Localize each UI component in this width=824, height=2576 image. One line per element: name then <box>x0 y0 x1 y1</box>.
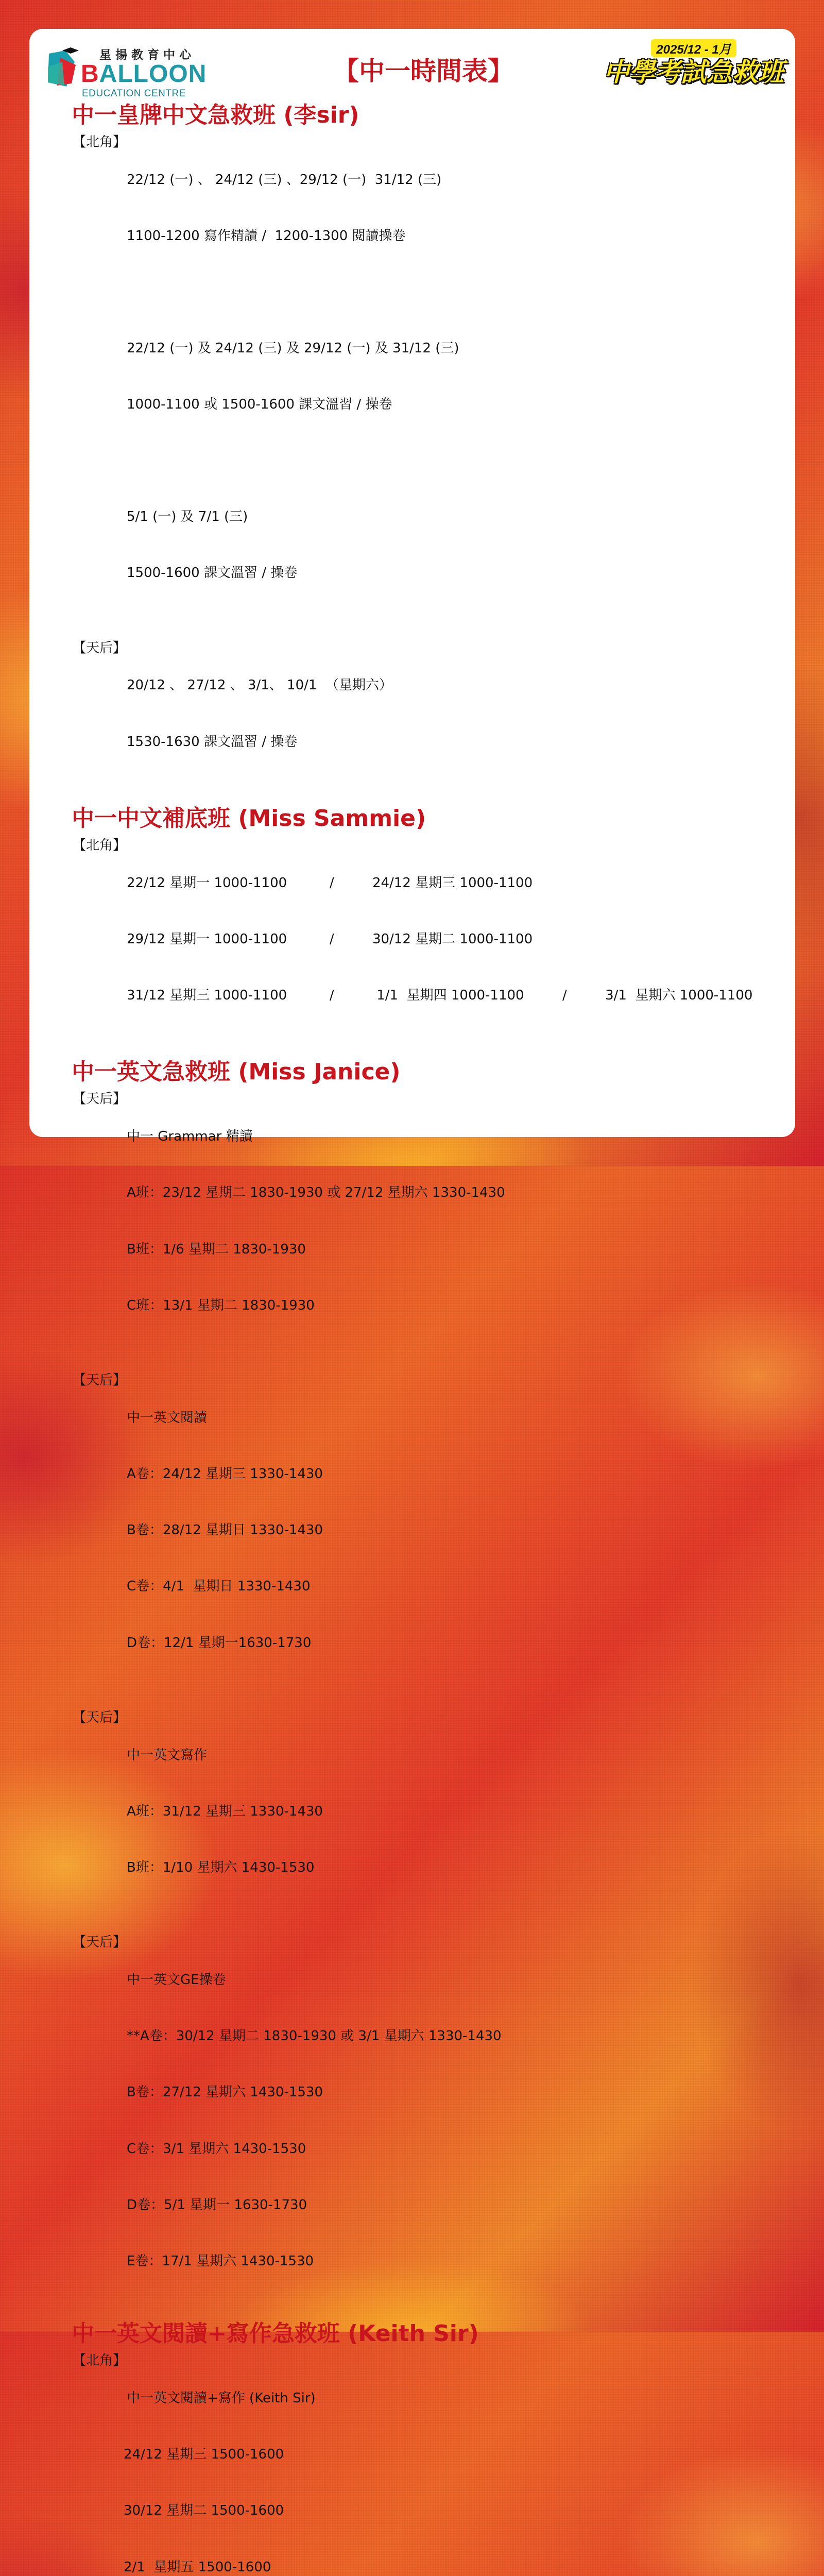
schedule-block <box>72 1708 782 1914</box>
schedule-content <box>72 100 782 2576</box>
schedule-line: 中一英文寫作 <box>127 1747 208 1763</box>
schedule-line: 29/12 星期一 1000-1100 / 30/12 星期二 1000-1100 <box>127 931 533 947</box>
schedule-block <box>72 836 782 1042</box>
schedule-line: 中一英文GE操卷 <box>127 1972 226 1988</box>
schedule-line: 30/12 星期二 1500-1600 <box>124 2503 284 2519</box>
page-title: 【中一時間表】 <box>333 56 513 86</box>
schedule-line: 中一英文閱讀+寫作 (Keith Sir) <box>127 2391 316 2406</box>
schedule-block <box>72 301 782 451</box>
promo-title: 中學考試急救班 <box>604 57 784 87</box>
section-chinese-foundation <box>72 803 782 1042</box>
schedule-line: 22/12 星期一 1000-1100 / 24/12 星期三 1000-1100 <box>127 875 533 891</box>
schedule-line: D卷：5/1 星期一 1630-1730 <box>127 2197 307 2213</box>
schedule-line: 中一英文閱讀 <box>127 1410 208 1426</box>
schedule-block <box>72 470 782 620</box>
schedule-block <box>72 639 782 789</box>
location-label: 【天后】 <box>73 1372 127 1388</box>
schedule-line: 20/12 、 27/12 、 3/1、 10/1 （星期六） <box>127 677 392 693</box>
schedule-block <box>72 133 782 283</box>
balloon-logo <box>45 40 207 99</box>
schedule-line: 中一 Grammar 精讀 <box>127 1129 253 1145</box>
logo-english-name: BALLOON <box>81 60 207 88</box>
schedule-line: B班：1/10 星期六 1430-1530 <box>127 1859 315 1875</box>
location-label: 【北角】 <box>73 134 127 150</box>
schedule-line: B卷：27/12 星期六 1430-1530 <box>127 2084 323 2100</box>
schedule-line: 1500-1600 課文溫習 / 操卷 <box>127 565 298 581</box>
schedule-line: 2/1 星期五 1500-1600 <box>124 2559 271 2575</box>
schedule-line: 5/1 (一) 及 7/1 (三) <box>127 509 248 525</box>
section-english-reading-writing <box>72 2318 782 2576</box>
schedule-block <box>72 1371 782 1690</box>
schedule-line: C卷：4/1 星期日 1330-1430 <box>127 1579 311 1595</box>
schedule-line: 22/12 (一) 、 24/12 (三) 、29/12 (一) 31/12 (三) <box>127 172 442 188</box>
location-label <box>72 470 127 620</box>
schedule-block <box>72 2351 782 2576</box>
location-label: 【天后】 <box>73 1709 127 1725</box>
schedule-line: C卷：3/1 星期六 1430-1530 <box>127 2141 306 2157</box>
schedule-line: D卷：12/1 星期一1630-1730 <box>127 1635 312 1651</box>
schedule-block <box>72 1090 782 1352</box>
schedule-line: E卷：17/1 星期六 1430-1530 <box>127 2253 314 2269</box>
schedule-line: 1100-1200 寫作精讀 / 1200-1300 閱讀操卷 <box>127 228 406 244</box>
location-label: 【北角】 <box>73 2353 127 2369</box>
section-title: 中一中文補底班 (Miss Sammie) <box>72 805 426 832</box>
schedule-line: C班：13/1 星期二 1830-1930 <box>127 1297 315 1313</box>
location-label: 【天后】 <box>73 1091 127 1107</box>
logo-subtitle: EDUCATION CENTRE <box>82 88 186 99</box>
section-english-rescue <box>72 1057 782 2308</box>
schedule-line: 1530-1630 課文溫習 / 操卷 <box>127 734 298 750</box>
location-label: 【天后】 <box>73 1935 127 1951</box>
schedule-block <box>72 1933 782 2308</box>
promo-date: 2025/12 - 1月 <box>651 39 736 57</box>
timetable-card <box>29 29 795 2575</box>
schedule-line: A班：31/12 星期三 1330-1430 <box>127 1803 323 1819</box>
schedule-line: **A卷：30/12 星期二 1830-1930 或 3/1 星期六 1330-1430 <box>127 2028 502 2044</box>
schedule-line: A卷：24/12 星期三 1330-1430 <box>127 1466 323 1482</box>
schedule-line: 31/12 星期三 1000-1100 / 1/1 星期四 1000-1100 / 3/1 星期六 1000-1100 <box>127 988 753 1004</box>
schedule-line: 22/12 (一) 及 24/12 (三) 及 29/12 (一) 及 31/12 (三) <box>127 341 459 357</box>
location-label: 【天后】 <box>73 640 127 656</box>
schedule-line: B班：1/6 星期二 1830-1930 <box>127 1241 306 1257</box>
schedule-line: A班：23/12 星期二 1830-1930 或 27/12 星期六 1330-1430 <box>127 1185 505 1201</box>
section-chinese-rescue <box>72 100 782 789</box>
section-title: 中一英文急救班 (Miss Janice) <box>72 1059 401 1086</box>
schedule-line: 24/12 星期三 1500-1600 <box>124 2447 284 2463</box>
logo-chinese-name: 星揚教育中心 <box>99 48 195 62</box>
balloon-logo-icon <box>45 46 81 88</box>
location-label: 【北角】 <box>73 837 127 853</box>
promo-badge <box>596 39 792 101</box>
schedule-line: B卷：28/12 星期日 1330-1430 <box>127 1522 323 1538</box>
location-label <box>72 301 127 451</box>
section-title: 中一英文閱讀+寫作急救班 (Keith Sir) <box>72 2320 479 2347</box>
section-title: 中一皇牌中文急救班 (李sir) <box>72 102 359 128</box>
schedule-line: 1000-1100 或 1500-1600 課文溫習 / 操卷 <box>127 397 392 413</box>
